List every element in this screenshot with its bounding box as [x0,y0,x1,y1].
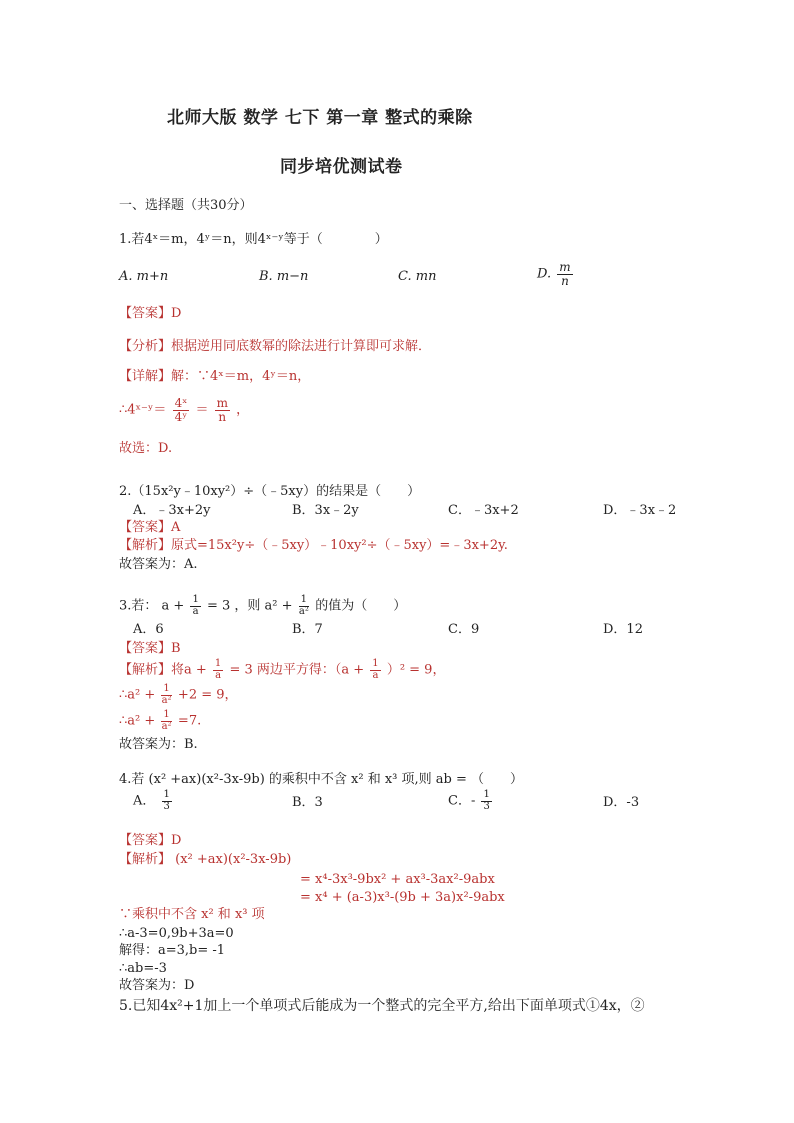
question-5-stem: 5.已知4x²+1加上一个单项式后能成为一个整式的完全平方,给出下面单项式①4x，② [119,998,645,1014]
q2-option-d: D．﹣3x﹣2 [603,503,677,518]
q1-option-d-numerator: m [559,260,571,274]
q1-calc-num1: 4ˣ [174,396,188,410]
q1-option-a: A. m+n [119,269,169,284]
q3-solution-line-1 [119,659,445,681]
q3-sol2-frac-num: 1 [163,683,170,694]
q3-sol1-frac2-num: 1 [372,658,379,669]
q4-option-a-num: 1 [163,789,170,800]
q4-expand-2: = x⁴ + (a-3)x³-(9b + 3a)x²-9abx [300,890,505,905]
q3-sol1-frac-den: a [215,669,222,681]
q3-stem-b: = 3 ，则 a² + [206,598,293,614]
q1-option-d-denominator: n [561,273,569,288]
q4-ab: ∴ab=-3 [119,961,167,976]
q3-sol1-frac-num: 1 [214,658,222,669]
q3-frac2-num: 1 [300,594,308,605]
q4-option-c-num: 1 [483,789,490,800]
q3-sol1-frac2-den: a [372,669,379,681]
q4-final: 故答案为：D [119,978,195,993]
q3-sol1-c: ）² = 9， [386,662,446,678]
q1-choose: 故选：D. [119,441,173,456]
q1-calc-eq: ＝ [195,402,209,418]
q2-answer: 【答案】A [119,520,181,535]
q3-sol2-a: ∴a² + [119,687,156,703]
q1-analysis: 【分析】根据逆用同底数幂的除法进行计算即可求解． [119,339,432,354]
question-1-stem: 1.若4ˣ＝m，4ʸ＝n，则4ˣ⁻ʸ等于（ ） [119,232,388,247]
q3-option-d: D．12 [603,622,643,637]
q1-option-b: B. m−n [259,269,309,284]
q3-sol3-b: =7. [177,713,202,729]
q4-option-d: D．-3 [603,795,640,810]
q1-calc-prefix: ∴4ˣ⁻ʸ＝ [119,402,167,418]
q3-solution-line-3 [119,710,201,732]
q3-sol3-frac-num: 1 [163,709,170,720]
q4-option-a-prefix: A． [133,793,156,809]
q3-option-b: B．7 [292,622,323,637]
q4-option-a-den: 3 [163,800,170,812]
q3-solution-line-2 [119,684,238,706]
q3-sol3-frac-den: a² [161,720,172,732]
q3-frac2-den: a² [298,605,309,617]
q3-stem-c: 的值为（ ） [315,598,407,614]
q1-option-d [537,261,575,287]
q4-therefore: ∴a-3=0,9b+3a=0 [119,926,234,941]
question-3-stem [119,595,406,617]
question-2-stem: 2.（15x²y﹣10xy²）÷（﹣5xy）的结果是（ ） [119,484,421,499]
q4-because: ∵乘积中不含 x² 和 x³ 项 [119,907,265,922]
q3-option-a: A．6 [133,622,164,637]
q3-sol1-a: 【解析】将a + [119,662,207,678]
q3-final: 故答案为：B. [119,737,198,752]
q3-frac1-num: 1 [192,594,199,605]
q3-answer: 【答案】B [119,641,181,656]
q3-stem-a: 3.若： a + [119,598,185,614]
q4-answer: 【答案】D [119,833,182,848]
q1-calc-num2: m [216,396,228,410]
q1-option-c: C. mn [398,269,437,284]
q1-calc-den2: n [218,409,227,424]
q3-sol3-a: ∴a² + [119,713,156,729]
q4-expand-1: = x⁴-3x³-9bx² + ax³-3ax²-9abx [300,872,495,887]
q1-detail: 【详解】解：∵4ˣ＝m，4ʸ＝n， [119,369,311,384]
q2-option-c: C．﹣3x+2 [448,503,519,518]
q2-final: 故答案为：A. [119,557,198,572]
q2-analysis: 【解析】原式=15x²y÷（﹣5xy）﹣10xy²÷（﹣5xy）=﹣3x+2y. [119,538,508,553]
q3-frac1-den: a [192,605,199,617]
q4-option-a [133,790,174,812]
q3-sol1-b: = 3 两边平方得：（a + [229,662,365,678]
q4-solve: 解得：a=3,b= -1 [119,943,226,958]
q4-option-c-prefix: C．- [448,793,476,809]
q2-option-b: B．3x﹣2y [292,503,359,518]
q1-calculation [119,397,249,423]
q4-option-c-den: 3 [483,800,490,812]
page-subtitle: 同步培优测试卷 [280,157,403,177]
page-title: 北师大版 数学 七下 第一章 整式的乘除 [167,108,473,128]
q3-sol2-b: +2 = 9， [177,687,238,703]
q4-analysis: 【解析】 (x² +ax)(x²-3x-9b) [119,852,292,867]
question-4-stem: 4.若 (x² +ax)(x²-3x-9b) 的乘积中不含 x² 和 x³ 项,则 ab = （ ） [119,772,524,787]
q2-option-a: A．﹣3x+2y [133,503,211,518]
q4-option-b: B．3 [292,795,323,810]
q1-option-d-prefix: D. [537,266,552,282]
q1-answer: 【答案】D [119,306,182,321]
section-heading: 一、选择题（共30分） [119,198,253,213]
q4-option-c [448,790,494,812]
q3-sol2-frac-den: a² [161,694,172,706]
q1-calc-den1: 4ʸ [174,409,188,424]
q3-option-c: C．9 [448,622,480,637]
q1-calc-suffix: ， [236,402,250,418]
